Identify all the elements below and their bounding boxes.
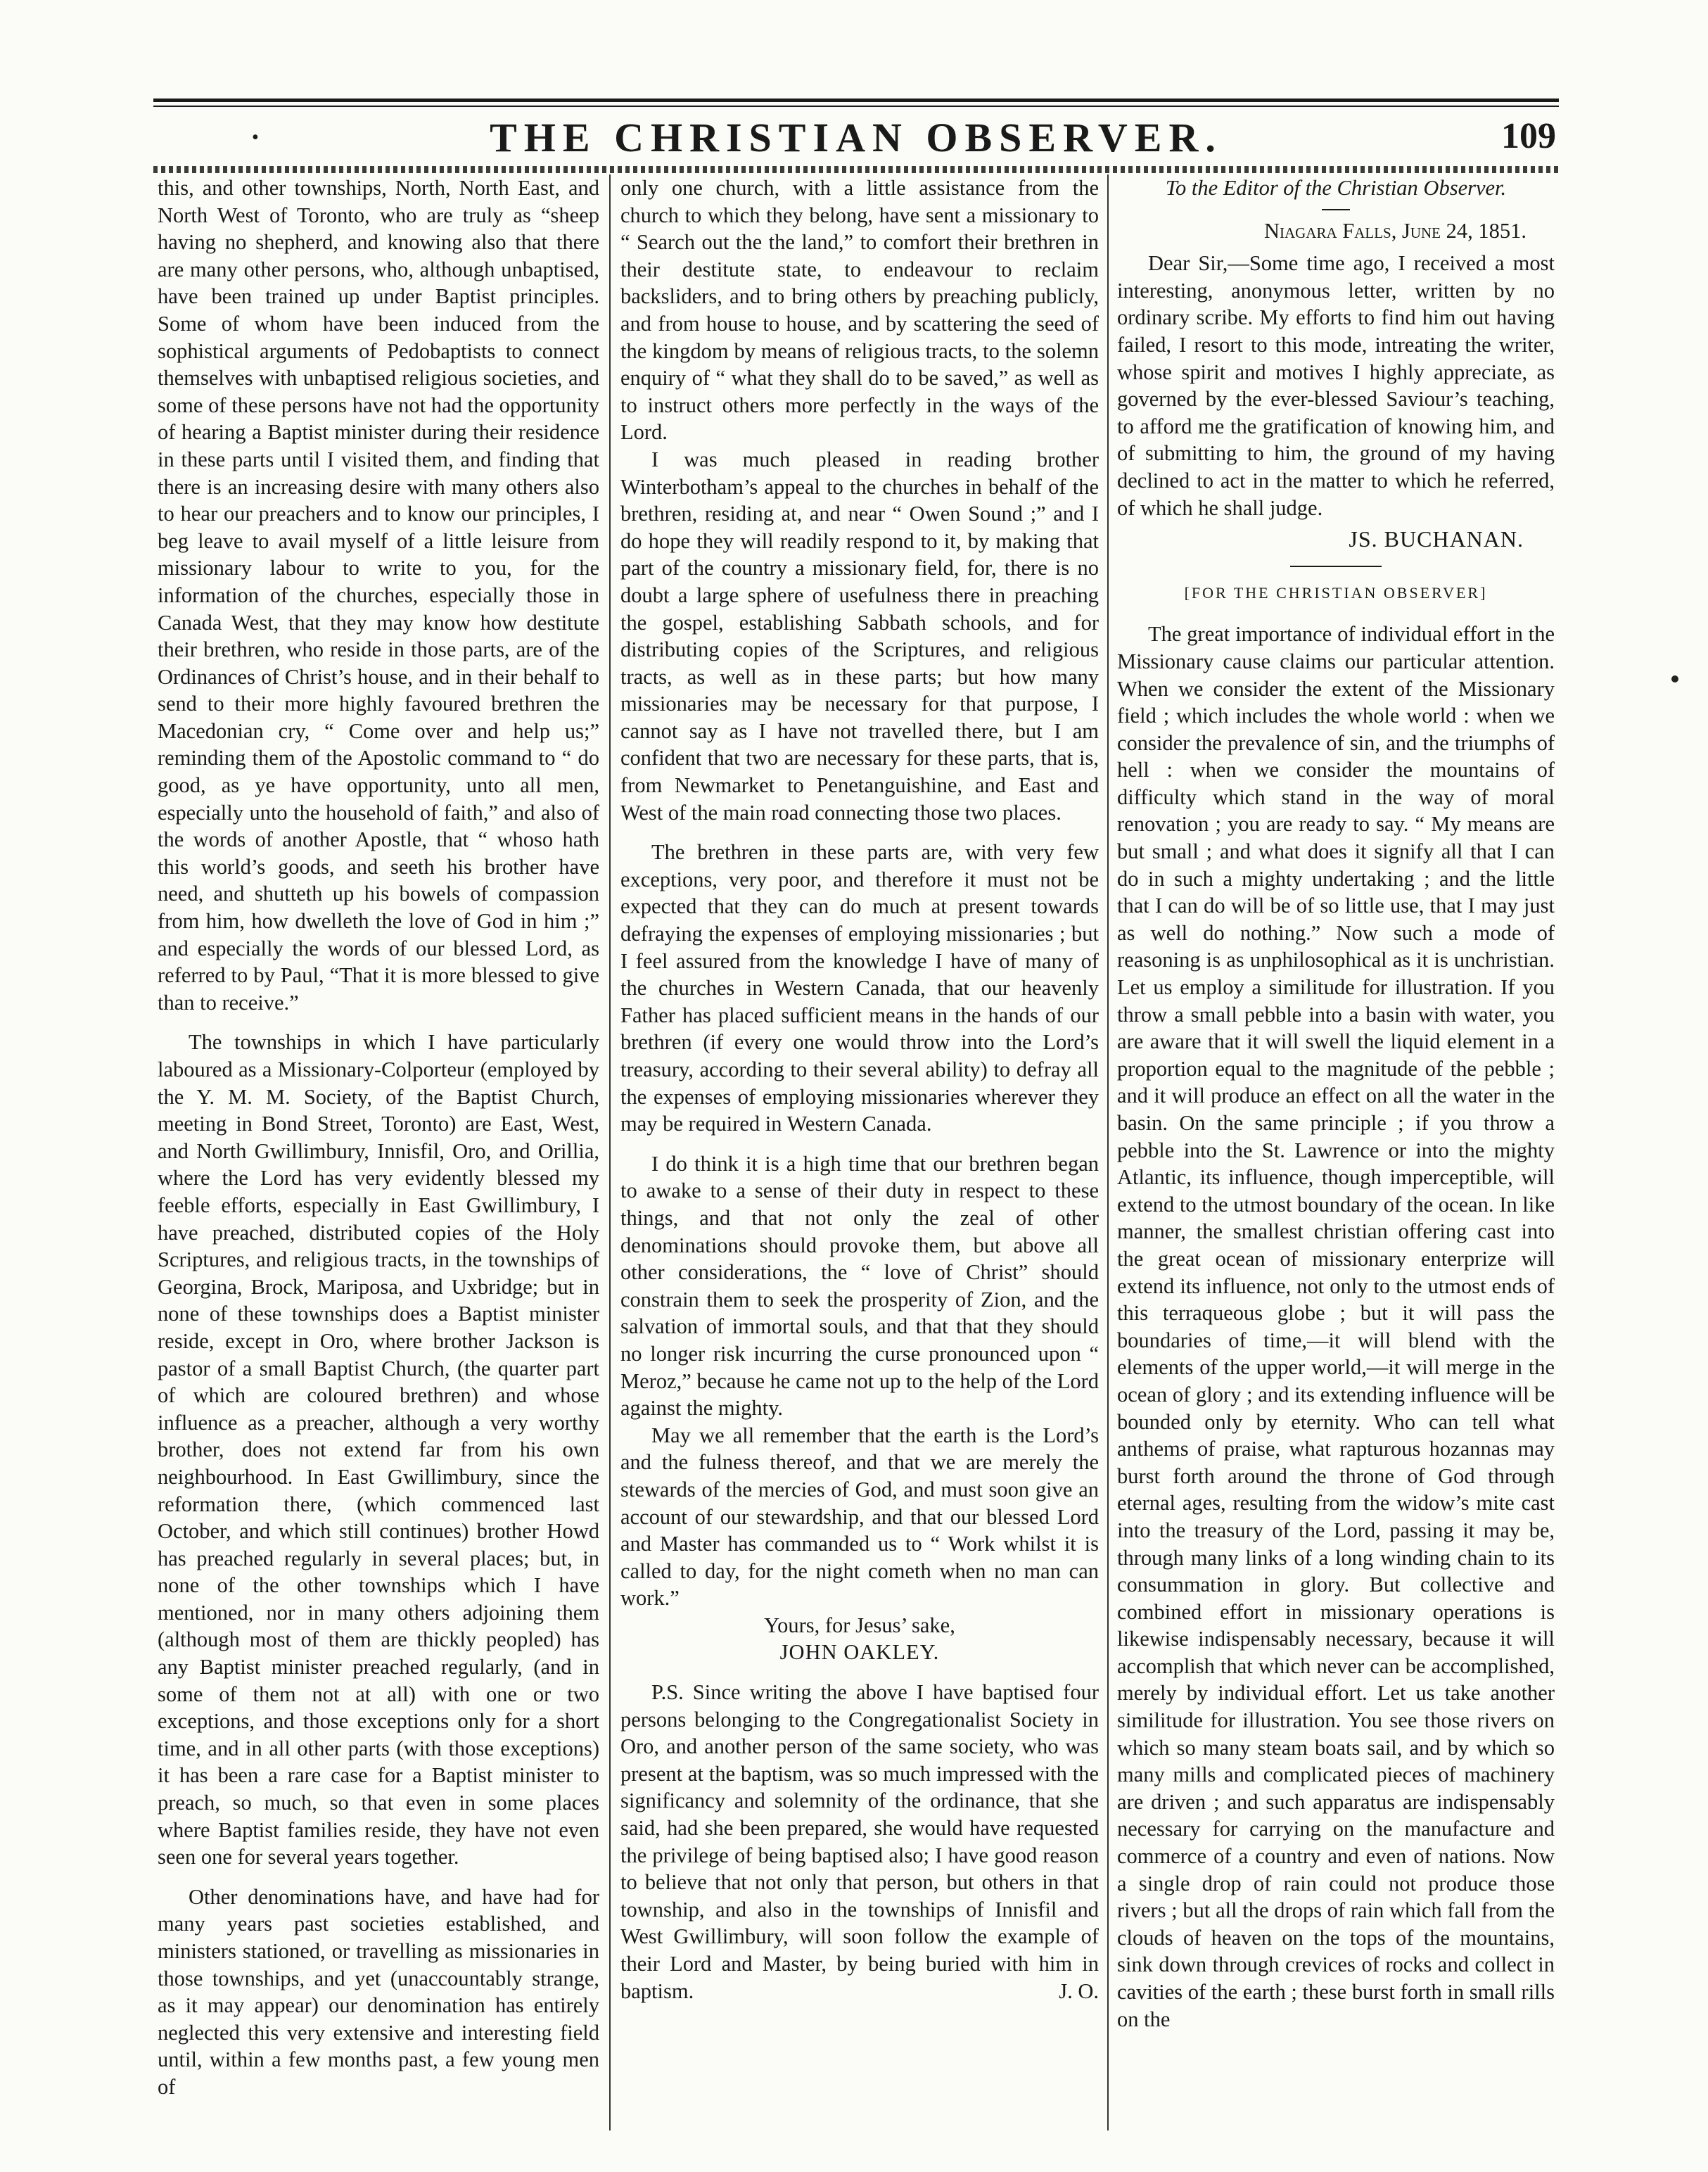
section-heading: [FOR THE CHRISTIAN OBSERVER] (1184, 583, 1488, 602)
col2-paragraph-5: May we all remember that the earth is the Lord’s and the fulness thereof, and that we are merely the stewards of the mercies of God, and must soon give an account of our stewardship, and that our blessed Lord and Master has commanded us to “ Work whilst it is called to day, for the night cometh when no man can work.” (620, 1423, 1099, 1611)
page-number: 109 (1501, 116, 1556, 156)
postscript: P.S. Since writing the above I have baptised four persons belonging to the Congregationalist Society in Oro, and another person of the same society, who was present at the baptism, was so much impressed with the significancy and solemnity of the ordinance, that she said, had she been prepared, she would have requested the privilege of being baptised also; I have good reason to believe that not only that person, but others in that township, and also in the townships of Innisfil and West Gwillimbury, will soon follow the example of their Lord and Master, by being buried with him in baptism. (620, 1680, 1099, 2003)
column-divider-right (1107, 174, 1109, 2130)
letter-heading: To the Editor of the Christian Observer. (1165, 176, 1507, 200)
col2-paragraph-2: I was much pleased in reading brother Winterbotham’s appeal to the churches in behalf of the brethren, residing at, and near “ Owen Sound ;” and I do hope they will readily respond to it, by making that part of the country a missionary field, for, there is no doubt a large sphere of usefulness there in preaching the gospel, establishing Sabbath schools, and for distributing copies of the Scriptures, and religious tracts, as well as in these parts; but how many missionaries may be necessary for that purpose, I cannot say as I have not travelled there, but I am confident that two are necessary for these parts, that is, from Newmarket to Penetanguishine, and East and West of the main road connecting those two places. (620, 447, 1099, 825)
column-3 (1117, 174, 1555, 2138)
col2-paragraph-3: The brethren in these parts are, with very few exceptions, very poor, and therefore it must not be expected that they can do much at present towards defraying the expenses of employing missionaries ; but I feel assured from the knowledge I have of many of the churches in Western Canada, that our heavenly Father has placed sufficient means in the hands of our brethren (if every one would throw into the Lord’s treasury, according to their several ability) to defray all the expenses of employing missionaries wherever they may be required in Western Canada. (620, 840, 1099, 1136)
col1-paragraph-2: The townships in which I have particularly laboured as a Missionary-Colporteur (employed by the Y. M. M. Society, of the Baptist Church, meeting in Bond Street, Toronto) are East, West, and North Gwillimbury, Innisfil, Oro, and Orillia, where the Lord has very evidently blessed my feeble efforts, especially in East Gwillimbury, I have preached, distributed copies of the Holy Scriptures, and religious tracts, in the townships of Georgina, Brock, Mariposa, and Uxbridge; but in none of these townships does a Baptist minister reside, except in Oro, where brother Jackson is pastor of a small Baptist Church, (the quarter part of which are coloured brethren) and whose influence as a preacher, although a very worthy brother, does not extend far from his own neighbourhood. In East Gwillimbury, since the reformation there, (which commenced last October, and which still continues) brother Howd has preached regularly in several places; but, in none of the other townships which I have mentioned, nor in many others adjoining them (although most of them are thickly peopled) has any Baptist minister preached regularly, (and in some of them not at all) with one or two exceptions, and those exceptions only for a short time, and in all other parts (with those exceptions) it has been a rare case for a Baptist minister to preach, so much, so that even in some places where Baptist families reside, they have not even seen one for several years together. (158, 1030, 599, 1869)
masthead (153, 113, 1559, 167)
article-body: The great importance of individual effort in the Missionary cause claims our particular attention. When we consider the extent of the Missionary field ; which includes the whole world : when we consider the prevalence of sin, and the triumphs of hell : when we consider the mountains of difficulty which stand in the way of moral renovation ; you are ready to say. “ My means are but small ; and what does it signify all that I can do in such a mighty undertaking ; and the little that I can do will be of so little use, that I may just as well do nothing.” Now such a mode of reasoning is as unphilosophical as it is unchristian. Let us employ a similitude for illustration. If you throw a small pebble into a basin with water, you are aware that it will swell the liquid element in a proportion equal to the magnitude of the pebble ; and it will produce an effect on all the water in the basin. On the same principle ; if you throw a pebble into the St. Lawrence or into the mighty Atlantic, its influence, though imperceptible, will extend to the utmost boundary of the ocean. In like manner, the smallest christian offering cast into the great ocean of missionary enterprize will extend its influence, not only to the utmost ends of this terraqueous globe ; but it will pass the boundaries of time,—it will blend with the elements of the upper world,—it will merge in the ocean of glory ; and its extending influence will be bounded only by eternity. Who can tell what anthems of praise, what rapturous hozannas may burst forth around the throne of God through eternal ages, resulting from the widow’s mite cast into the treasury of the Lord, passing it may be, through many links of a long winding chain to its consummation in glory. But collective and combined effort in missionary operations is likewise indispensably necessary, because it will accomplish that which never can be accomplished, merely by individual effort. Let us take another similitude for illustration. You see those rivers on which so many steam boats sail, and by which so many mills and complicated pieces of machinery are driven ; and such apparatus are indispensably necessary for carrying on the manufacture and commerce of a country and even of nations. Now a single drop of rain could not produce those rivers ; but all the drops of rain which fall from the clouds of heaven on the tops of the mountains, sink down through crevices of rocks and collect in cavities of the earth ; these burst forth in small rills on the (1117, 622, 1555, 2031)
column-divider-left (609, 174, 611, 2130)
margin-dot (1671, 675, 1678, 682)
masthead-wavy-rule (153, 166, 1559, 173)
column-1 (158, 174, 599, 2138)
col1-paragraph-3: Other denominations have, and have had for many years past societies established, and ministers stationed, or travelling as missionaries in those townships, and yet (unaccountably strange, as it may appear) our denomination has entirely neglected this very extensive and interesting field until, within a few months past, a few young men of (158, 1884, 599, 2099)
col2-paragraph-4: I do think it is a high time that our brethren began to awake to a sense of their duty in respect to these things, and that not only the zeal of other denominations should provoke them, but above all other considerations, the “ love of Christ” should constrain them to seek the prosperity of Zion, and the salvation of immortal souls, and that that they should no longer risk incurring the curse pronounced upon “ Meroz,” because he came not up to the help of the Lord against the mighty. (620, 1151, 1099, 1421)
column-2 (620, 174, 1099, 2138)
short-rule (1322, 209, 1350, 210)
letter-dateline: Niagara Falls, June 24, 1851. (1263, 218, 1527, 243)
masthead-title: THE CHRISTIAN OBSERVER. (490, 115, 1223, 160)
section-rule (1290, 566, 1382, 567)
letter-closing: Yours, for Jesus’ sake, (764, 1613, 955, 1637)
postscript-initials: J. O. (1059, 1979, 1099, 2004)
masthead-dot-ornament: • (252, 127, 259, 148)
top-rule-thick (153, 99, 1559, 102)
top-rule-thin (153, 106, 1559, 107)
letter-signature-oakley: JOHN OAKLEY. (779, 1640, 940, 1665)
letter-body: Dear Sir,—Some time ago, I received a most interesting, anonymous letter, written by no ordinary scribe. My efforts to find him out having failed, I resort to this mode, intreating the writer, whose spirit and motives I highly appreciate, as governed by the ever-blessed Saviour’s teaching, to afford me the gratification of knowing him, and of submitting to him, the ground of my having declined to act in the matter to which he referred, of which he shall judge. (1117, 251, 1555, 520)
col1-paragraph-1: this, and other townships, North, North East, and North West of Toronto, who are truly as “sheep having no shepherd, and knowing also that there are many other persons, who, although unbaptised, have been trained up under Baptist principles. Some of whom have been induced from the sophistical arguments of Pedobaptists to connect themselves with unbaptised religious societies, and some of these persons have not had the opportunity of hearing a Baptist minister during their residence in these parts until I visited them, and finding that there is an increasing desire with many others also to hear our preachers and to know our principles, I beg leave to avail myself of a little leisure from missionary labour to write to you, for the information of the churches, especially those in Canada West, that they may know how destitute their brethren, who reside in those parts, are of the Ordinances of Christ’s house, and in their behalf to send to their more highly favoured brethren the Macedonian cry, “ Come over and help us;” reminding them of the Apostolic command to “ do good, as ye have opportunity, unto all men, especially unto the household of faith,” and also of the words of another Apostle, that “ whoso hath this world’s goods, and seeth his brother have need, and shutteth up his bowels of compassion from him, how dwelleth the love of God in him ;” and especially the words of our blessed Lord, as referred to by Paul, “That it is more blessed to give than to receive.” (158, 176, 599, 1015)
col2-paragraph-1: only one church, with a little assistance from the church to which they belong, have sent a missionary to “ Search out the the land,” to comfort their brethren in their destitute state, to endeavour to reclaim backsliders, and to bring others by preaching publicly, and from house to house, and by scattering the seed of the kingdom by means of religious tracts, to the solemn enquiry of “ what they shall do to be saved,” as well as to instruct others more perfectly in the ways of the Lord. (620, 176, 1099, 445)
letter-signature-buchanan: JS. BUCHANAN. (1349, 526, 1524, 552)
